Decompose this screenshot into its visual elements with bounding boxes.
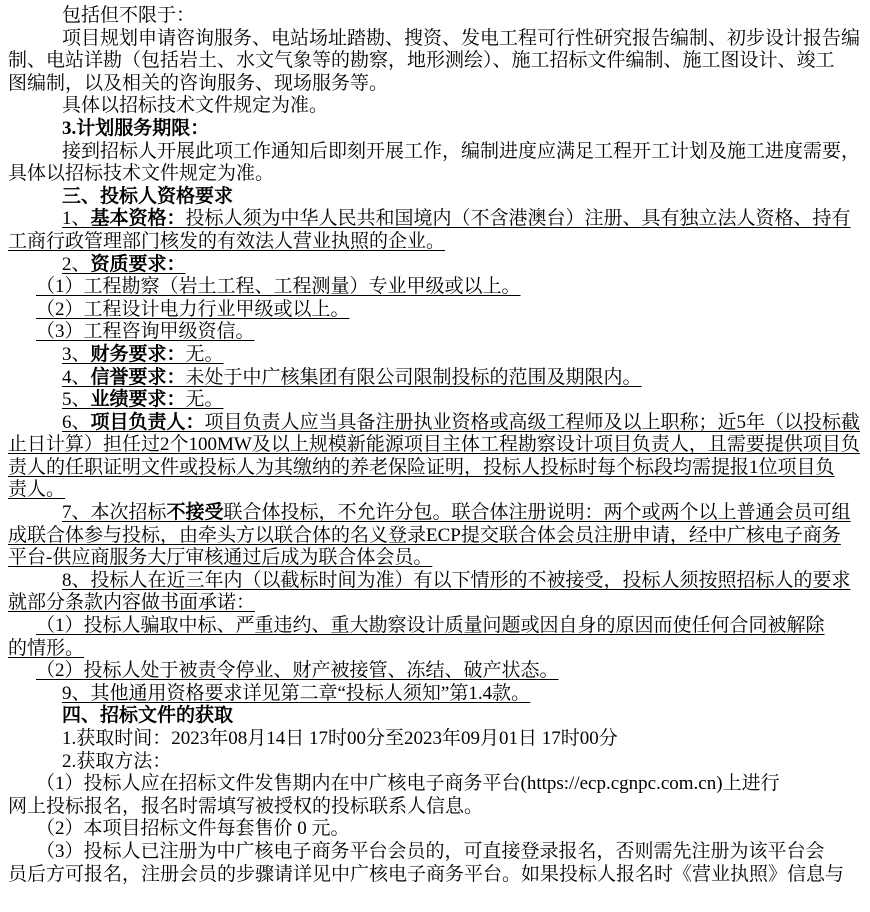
text-run: （1）投标人骗取中标、严重违约、重大勘察设计质量问题或因自身的原因而使任何合同被解除 <box>36 615 825 637</box>
text-line <box>8 321 862 344</box>
text-run: 具体以招标技术文件规定为准。 <box>62 95 329 117</box>
text-run: 不接受 <box>166 502 224 524</box>
text-run: 5、 <box>62 389 91 411</box>
text-run: 6、 <box>62 411 91 433</box>
text-run: 止日计算）担任过2个100MW及以上规模新能源项目主体工程勘察设计项目负责人，且需要提供项目负 <box>8 434 860 456</box>
text-run: 包括但不限于： <box>62 5 196 26</box>
text-run: 9、其他通用资格要求详见第二章“投标人须知”第1.4款。 <box>62 682 531 704</box>
text-run: 2、 <box>62 253 91 275</box>
text-run: 三、投标人资格要求 <box>62 185 234 207</box>
text-run: 四、招标文件的获取 <box>62 705 234 727</box>
text-run: （3）工程咨询甲级资信。 <box>36 321 255 343</box>
text-run: 8、投标人在近三年内（以截标时间为准）有以下情形的不被接受，投标人须按照招标人的要求 <box>62 569 851 591</box>
text-line <box>8 344 862 367</box>
text-run: 2.获取方法： <box>62 750 172 772</box>
text-run: 财务要求： <box>90 343 186 365</box>
text-line <box>8 73 862 96</box>
text-line <box>8 570 862 593</box>
text-line <box>8 163 862 186</box>
text-line <box>8 841 862 864</box>
text-run: 1.获取时间：2023年08月14日 17时00分至2023年09月01日 17时00分 <box>62 728 618 749</box>
text-run: 制、电站详勘（包括岩土、水文气象等的勘察，地形测绘）、施工招标文件编制、施工图设计、竣工 <box>8 50 835 72</box>
text-run: （3）投标人已注册为中广核电子商务平台会员的，可直接登录报名，否则需先注册为该平台会 <box>36 840 825 862</box>
text-run: 责人的任职证明文件或投标人为其缴纳的养老保险证明，投标人投标时每个标段均需提报1位项目负 <box>8 456 835 478</box>
text-line <box>8 751 862 774</box>
text-run: 工商行政管理部门核发的有效法人营业执照的企业。 <box>8 230 446 252</box>
text-line <box>8 592 862 615</box>
text-run: 3.计划服务期限： <box>62 117 210 139</box>
text-run: 基本资格： <box>90 208 186 230</box>
text-run: 3、 <box>62 343 91 365</box>
text-line <box>8 95 862 118</box>
text-run: 项目负责人： <box>90 411 205 433</box>
text-line <box>8 796 862 819</box>
text-line <box>8 412 862 435</box>
document-body <box>8 5 862 886</box>
text-line <box>8 28 862 51</box>
text-run: 无。 <box>185 389 224 411</box>
text-run: 1、 <box>62 208 91 230</box>
text-line <box>8 231 862 254</box>
text-run: 项目规划申请咨询服务、电站场址踏勘、搜资、发电工程可行性研究报告编制、初步设计报告编 <box>62 27 861 49</box>
text-run: 网上投标报名，报名时需填写被授权的投标联系人信息。 <box>8 795 484 817</box>
text-run: 责人。 <box>8 479 66 501</box>
text-line <box>8 864 862 887</box>
text-run: 资质要求： <box>90 253 186 275</box>
text-line <box>8 773 862 796</box>
text-run: 项目负责人应当具备注册执业资格或高级工程师及以上职称；近5年（以投标截 <box>204 411 861 433</box>
text-line <box>8 208 862 231</box>
text-line <box>8 479 862 502</box>
text-run: 具体以招标技术文件规定为准。 <box>8 163 275 185</box>
text-line <box>8 728 862 751</box>
text-line <box>8 615 862 638</box>
text-run: （2）本项目招标文件每套售价 0 元。 <box>36 818 350 840</box>
text-run: 7、本次招标 <box>62 502 167 524</box>
text-run: 的情形。 <box>8 637 85 659</box>
text-line <box>8 276 862 299</box>
text-run: （2）工程设计电力行业甲级或以上。 <box>36 298 350 320</box>
text-run: 员后方可报名，注册会员的步骤请详见中广核电子商务平台。如果投标人报名时《营业执照》信息与 <box>8 863 845 885</box>
text-run: 成联合体参与投标，由牵头方以联合体的名义登录ECP提交联合体会员注册申请，经中广核电子商务 <box>8 524 841 546</box>
text-run: 就部分条款内容做书面承诺： <box>8 592 256 614</box>
text-line <box>8 254 862 277</box>
text-run: 业绩要求： <box>90 389 186 411</box>
text-run: 平台-供应商服务大厅审核通过后成为联合体会员。 <box>8 547 433 569</box>
text-run: 图编制，以及相关的咨询服务、现场服务等。 <box>8 72 389 94</box>
text-line <box>8 818 862 841</box>
text-line <box>8 457 862 480</box>
text-line <box>8 660 862 683</box>
text-line <box>8 502 862 525</box>
text-run: （1）工程勘察（岩土工程、工程测量）专业甲级或以上。 <box>36 276 521 298</box>
text-line <box>8 638 862 661</box>
text-run: 投标人须为中华人民共和国境内（不含港澳台）注册、具有独立法人资格、持有 <box>185 208 851 230</box>
text-line <box>8 434 862 457</box>
text-line <box>8 389 862 412</box>
text-run: 信誉要求： <box>90 366 186 388</box>
text-line <box>8 186 862 209</box>
text-run: 未处于中广核集团有限公司限制投标的范围及期限内。 <box>185 366 642 388</box>
text-run: （2）投标人处于被责令停业、财产被接管、冻结、破产状态。 <box>36 660 559 682</box>
text-run: 接到招标人开展此项工作通知后即刻开展工作，编制进度应满足工程开工计划及施工进度需要， <box>62 140 861 162</box>
text-line <box>8 118 862 141</box>
text-line <box>8 50 862 73</box>
text-run: 4、 <box>62 366 91 388</box>
text-line <box>8 367 862 390</box>
text-run: （1）投标人应在招标文件发售期内在中广核电子商务平台(https://ecp.cgnpc.com.cn)上进行 <box>36 773 780 795</box>
text-run: 联合体投标，不允许分包。联合体注册说明：两个或两个以上普通会员可组 <box>223 502 851 524</box>
text-run: 无。 <box>185 343 224 365</box>
text-line <box>8 525 862 548</box>
text-line <box>8 141 862 164</box>
text-line <box>8 299 862 322</box>
text-line <box>8 5 862 28</box>
text-line <box>8 705 862 728</box>
text-line <box>8 547 862 570</box>
text-line <box>8 683 862 706</box>
